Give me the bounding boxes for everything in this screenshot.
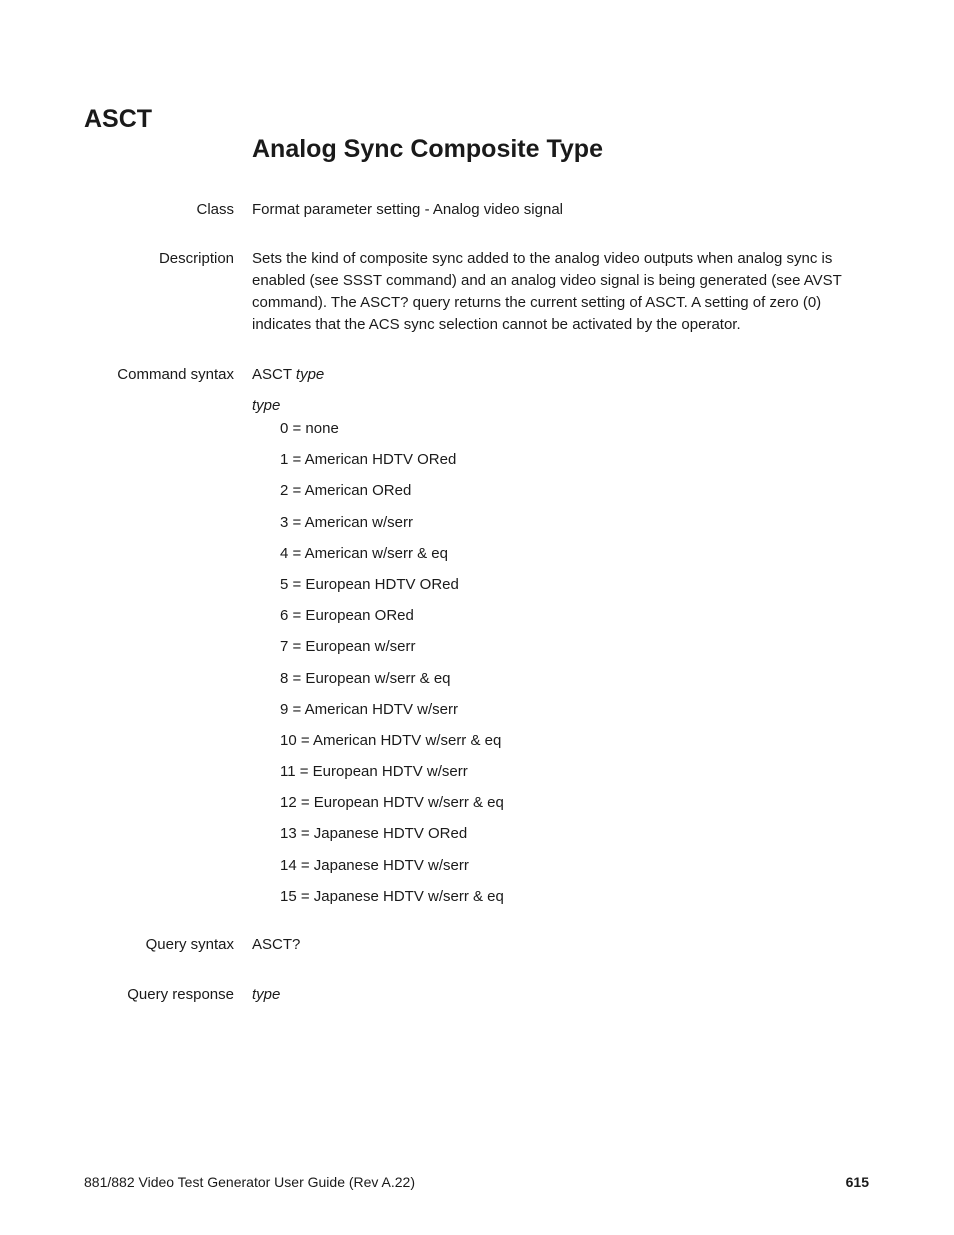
command-syntax-line (252, 364, 872, 386)
command-syntax-label: Command syntax (117, 366, 234, 383)
list-item: 1 = American HDTV ORed (280, 451, 457, 469)
query-response-value: type (252, 986, 281, 1003)
list-item: 12 = European HDTV w/serr & eq (280, 794, 504, 812)
query-syntax-value: ASCT? (252, 936, 301, 953)
list-item: 0 = none (280, 420, 339, 437)
list-item: 6 = European ORed (280, 607, 414, 625)
query-response-label: Query response (127, 986, 234, 1003)
list-item: 14 = Japanese HDTV w/serr (280, 856, 469, 874)
list-item: 7 = European w/serr (280, 638, 416, 656)
query-syntax-label: Query syntax (145, 936, 234, 953)
list-item: 2 = American ORed (280, 482, 412, 500)
list-item: 4 = American w/serr & eq (280, 544, 448, 562)
page-title: Analog Sync Composite Type (252, 135, 603, 163)
list-item: 8 = European w/serr & eq (280, 669, 451, 687)
class-value: Format parameter setting - Analog video signal (252, 201, 563, 218)
command-syntax-param: type (295, 366, 325, 383)
description-label: Description (158, 250, 234, 267)
list-item: 11 = European HDTV w/serr (280, 763, 468, 781)
footer-guide-title: 881/882 Video Test Generator User Guide (Rev A.22) (84, 1174, 416, 1190)
param-heading: type (252, 397, 281, 414)
list-item: 15 = Japanese HDTV w/serr & eq (280, 887, 504, 905)
param-value-list (280, 418, 504, 917)
list-item: 3 = American w/serr (280, 513, 413, 531)
description-text: Sets the kind of composite sync added to the analog video outputs when analog sync is enabled (see SSST command) and an analog video signal is being generated (see AVST command). The ASCT? query returns the current setting of ASCT. A setting of zero (0) indicates that the ACS sync selection cannot be activated by the operator. (252, 250, 842, 333)
list-item: 9 = American HDTV w/serr (280, 700, 458, 718)
class-label: Class (196, 201, 234, 218)
list-item: 5 = European HDTV ORed (280, 575, 459, 593)
command-name: ASCT (84, 105, 153, 133)
footer-page-number: 615 (845, 1174, 869, 1190)
command-syntax-command: ASCT (252, 366, 292, 383)
list-item: 13 = Japanese HDTV ORed (280, 825, 468, 843)
list-item: 10 = American HDTV w/serr & eq (280, 731, 502, 749)
